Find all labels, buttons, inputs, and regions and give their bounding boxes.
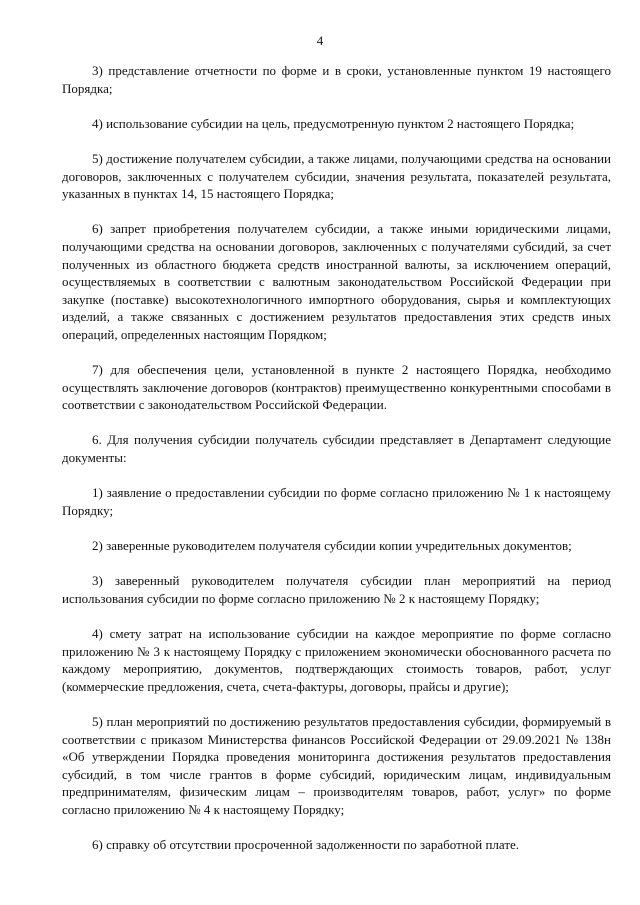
paragraph-item-6-currency-ban: 6) запрет приобретения получателем субсидии, а также иными юридическими лицами, получающими средства на основании договоров, заключенных с получателями субсидий, за счет полученных из областного бюджета средств иностранной валюты, за исключением операций, осуществляемых в соответствии с валютным законодательством Российской Федерации при закупке (поставке) высокотехнологичного импортного оборудования, сырья и комплектующих изделий, а также связанных с достижением результатов предоставления этих средств иных операций, определенных настоящим Порядком; (62, 221, 611, 342)
paragraph-section-6-documents: 6. Для получения субсидии получатель субсидии представляет в Департамент следующие документы: (62, 432, 611, 466)
paragraph-doc-1-application: 1) заявление о предоставлении субсидии по форме согласно приложению № 1 к настоящему Порядку; (62, 485, 611, 518)
paragraph-item-3-reporting: 3) представление отчетности по форме и в сроки, установленные пунктом 19 настоящего Порядка; (62, 63, 611, 96)
paragraph-doc-4-cost-estimate: 4) смету затрат на использование субсидии на каждое мероприятие по форме согласно приложению № 3 к настоящему Порядку с приложением экономически обоснованного расчета по каждому мероприятию, документов, подтверждающих стоимость товаров, работ, услуг (коммерческие предложения, счета, счета-фактуры, договоры, прайсы и другие); (62, 626, 611, 694)
page-number: 4 (316, 33, 324, 48)
paragraph-doc-6-salary-certificate: 6) справку об отсутствии просроченной задолженности по заработной плате. (92, 837, 520, 853)
paragraph-item-5-results: 5) достижение получателем субсидии, а также лицами, получающими средства на основании договоров, заключенных с получателем субсидии, значения результата, показателей результата, указанных в пунктах 14, 15 настоящего Порядка; (62, 150, 611, 202)
paragraph-doc-5-results-plan: 5) план мероприятий по достижению результатов предоставления субсидии, формируемый в соответствии с приказом Министерства финансов Российской Федерации от 29.09.2021 № 138н «Об утверждении Порядка проведения мониторинга достижения результатов предоставления субсидий, в том числе грантов в форме субсидий, юридическим лицам, индивидуальным предпринимателям, физическим лицам – производителям товаров, работ, услуг» по форме согласно приложению № 4 к настоящему Порядку; (62, 713, 611, 817)
paragraph-doc-2-charter-copies: 2) заверенные руководителем получателя субсидии копии учредительных документов; (92, 538, 572, 554)
paragraph-item-4-purpose: 4) использование субсидии на цель, предусмотренную пунктом 2 настоящего Порядка; (92, 115, 575, 131)
paragraph-item-7-procurement: 7) для обеспечения цели, установленной в пункте 2 настоящего Порядка, необходимо осуществлять заключение договоров (контрактов) преимущественно конкурентными способами в соответствии с законодательством Российской Федерации. (62, 362, 611, 413)
paragraph-doc-3-action-plan: 3) заверенный руководителем получателя субсидии план мероприятий на период использования субсидии по форме согласно приложению № 2 к настоящему Порядку; (62, 573, 611, 606)
document-body (62, 62, 611, 871)
